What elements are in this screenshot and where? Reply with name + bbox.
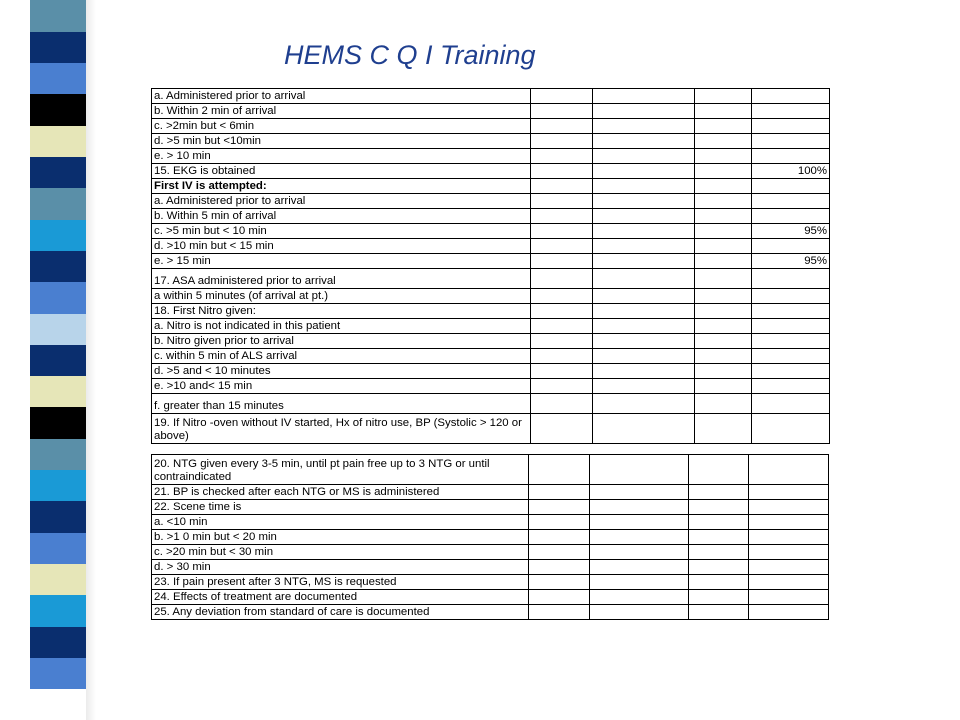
blank-cell — [593, 164, 695, 179]
percentage-cell — [749, 515, 829, 530]
blank-cell — [529, 560, 590, 575]
blank-cell — [529, 590, 590, 605]
blank-cell — [593, 334, 695, 349]
blank-cell — [695, 149, 752, 164]
blank-cell — [529, 515, 590, 530]
table-row — [152, 319, 830, 334]
blank-cell — [593, 194, 695, 209]
upper-checklist-table — [151, 88, 830, 444]
slide-title: HEMS C Q I Training — [284, 40, 536, 70]
blank-cell — [529, 530, 590, 545]
blank-cell — [529, 500, 590, 515]
blank-cell — [689, 590, 749, 605]
table-row — [152, 224, 830, 239]
blank-cell — [695, 254, 752, 269]
stripe-band — [30, 438, 86, 470]
blank-cell — [593, 349, 695, 364]
percentage-cell — [749, 530, 829, 545]
table-row — [152, 560, 829, 575]
percentage-cell — [752, 364, 830, 379]
stripe-band — [30, 157, 86, 189]
blank-cell — [531, 224, 593, 239]
row-label: 17. ASA administered prior to arrival — [152, 269, 531, 289]
blank-cell — [695, 364, 752, 379]
blank-cell — [593, 289, 695, 304]
blank-cell — [529, 545, 590, 560]
blank-cell — [531, 289, 593, 304]
table-row — [152, 239, 830, 254]
row-label: c. >5 min but < 10 min — [152, 224, 531, 239]
table-row — [152, 530, 829, 545]
blank-cell — [593, 224, 695, 239]
row-label: 22. Scene time is — [152, 500, 529, 515]
row-label: 18. First Nitro given: — [152, 304, 531, 319]
stripe-band — [30, 626, 86, 658]
table-row — [152, 104, 830, 119]
blank-cell — [529, 605, 590, 620]
blank-cell — [695, 319, 752, 334]
row-label: e. > 10 min — [152, 149, 531, 164]
blank-cell — [695, 349, 752, 364]
stripe-band — [30, 0, 86, 32]
table-row — [152, 89, 830, 104]
percentage-cell — [749, 485, 829, 500]
table-row — [152, 179, 830, 194]
row-label: e. > 15 min — [152, 254, 531, 269]
table-row — [152, 289, 830, 304]
table-row — [152, 455, 829, 485]
table-row — [152, 590, 829, 605]
blank-cell — [695, 239, 752, 254]
stripe-band — [30, 657, 86, 689]
blank-cell — [590, 575, 689, 590]
blank-cell — [590, 500, 689, 515]
blank-cell — [531, 209, 593, 224]
row-label: a. Nitro is not indicated in this patient — [152, 319, 531, 334]
blank-cell — [531, 239, 593, 254]
stripe-band — [30, 376, 86, 408]
stripe-band — [30, 63, 86, 95]
blank-cell — [531, 194, 593, 209]
stripe-band — [30, 470, 86, 502]
blank-cell — [695, 119, 752, 134]
blank-cell — [593, 209, 695, 224]
blank-cell — [529, 455, 590, 485]
blank-cell — [593, 119, 695, 134]
blank-cell — [689, 605, 749, 620]
blank-cell — [531, 119, 593, 134]
row-label: c. >2min but < 6min — [152, 119, 531, 134]
blank-cell — [593, 364, 695, 379]
blank-cell — [695, 334, 752, 349]
blank-cell — [590, 485, 689, 500]
percentage-cell — [752, 379, 830, 394]
table-row — [152, 254, 830, 269]
row-label: d. >5 and < 10 minutes — [152, 364, 531, 379]
blank-cell — [531, 414, 593, 444]
blank-cell — [593, 149, 695, 164]
blank-cell — [531, 269, 593, 289]
stripe-band — [30, 344, 86, 376]
percentage-cell — [749, 455, 829, 485]
stripe-band — [30, 532, 86, 564]
blank-cell — [590, 560, 689, 575]
table-row — [152, 149, 830, 164]
table-row — [152, 379, 830, 394]
percentage-cell — [749, 605, 829, 620]
table-row — [152, 119, 830, 134]
blank-cell — [689, 575, 749, 590]
blank-cell — [695, 379, 752, 394]
table-row — [152, 209, 830, 224]
decorative-stripe-bar — [0, 0, 108, 720]
blank-cell — [593, 414, 695, 444]
row-label: a. Administered prior to arrival — [152, 194, 531, 209]
blank-cell — [531, 89, 593, 104]
percentage-cell — [749, 560, 829, 575]
row-label: c. within 5 min of ALS arrival — [152, 349, 531, 364]
blank-cell — [531, 319, 593, 334]
blank-cell — [593, 104, 695, 119]
row-label: f. greater than 15 minutes — [152, 394, 531, 414]
blank-cell — [590, 515, 689, 530]
blank-cell — [531, 364, 593, 379]
table-row — [152, 515, 829, 530]
stripe-band — [30, 282, 86, 314]
table-row — [152, 394, 830, 414]
stripe-band — [30, 188, 86, 220]
blank-cell — [531, 334, 593, 349]
lower-checklist-table — [151, 454, 829, 620]
stripe-band — [30, 219, 86, 251]
blank-cell — [531, 104, 593, 119]
row-label: 15. EKG is obtained — [152, 164, 531, 179]
stripe-band — [30, 31, 86, 63]
blank-cell — [531, 254, 593, 269]
blank-cell — [695, 164, 752, 179]
blank-cell — [695, 289, 752, 304]
stripe-band — [30, 94, 86, 126]
percentage-cell — [752, 304, 830, 319]
row-label: 23. If pain present after 3 NTG, MS is requested — [152, 575, 529, 590]
percentage-cell — [752, 89, 830, 104]
blank-cell — [531, 394, 593, 414]
blank-cell — [593, 269, 695, 289]
blank-cell — [593, 379, 695, 394]
stripe-band — [30, 595, 86, 627]
blank-cell — [689, 485, 749, 500]
table-row — [152, 349, 830, 364]
percentage-cell — [752, 269, 830, 289]
blank-cell — [695, 209, 752, 224]
blank-cell — [695, 179, 752, 194]
table-row — [152, 575, 829, 590]
stripe-band — [30, 313, 86, 345]
blank-cell — [689, 560, 749, 575]
percentage-cell — [752, 289, 830, 304]
blank-cell — [593, 254, 695, 269]
stripe-band — [30, 250, 86, 282]
row-label: c. >20 min but < 30 min — [152, 545, 529, 560]
stripe-band — [30, 501, 86, 533]
percentage-cell — [752, 149, 830, 164]
blank-cell — [695, 304, 752, 319]
blank-cell — [593, 394, 695, 414]
blank-cell — [695, 394, 752, 414]
percentage-cell — [749, 590, 829, 605]
percentage-cell: 95% — [752, 224, 830, 239]
blank-cell — [593, 304, 695, 319]
blank-cell — [593, 319, 695, 334]
table-row — [152, 194, 830, 209]
row-label: a within 5 minutes (of arrival at pt.) — [152, 289, 531, 304]
blank-cell — [531, 349, 593, 364]
blank-cell — [593, 134, 695, 149]
blank-cell — [590, 455, 689, 485]
blank-cell — [529, 575, 590, 590]
blank-cell — [531, 149, 593, 164]
blank-cell — [529, 485, 590, 500]
blank-cell — [695, 134, 752, 149]
blank-cell — [689, 455, 749, 485]
row-label: b. >1 0 min but < 20 min — [152, 530, 529, 545]
blank-cell — [531, 304, 593, 319]
percentage-cell — [749, 575, 829, 590]
blank-cell — [593, 89, 695, 104]
blank-cell — [695, 224, 752, 239]
blank-cell — [689, 545, 749, 560]
percentage-cell — [752, 394, 830, 414]
blank-cell — [695, 194, 752, 209]
row-label: b. Nitro given prior to arrival — [152, 334, 531, 349]
percentage-cell: 100% — [752, 164, 830, 179]
row-label: 20. NTG given every 3-5 min, until pt pain free up to 3 NTG or until contraindicated — [152, 455, 529, 485]
blank-cell — [689, 530, 749, 545]
blank-cell — [590, 605, 689, 620]
row-label: 25. Any deviation from standard of care is documented — [152, 605, 529, 620]
blank-cell — [695, 104, 752, 119]
table-row — [152, 269, 830, 289]
table-row — [152, 605, 829, 620]
percentage-cell — [752, 349, 830, 364]
percentage-cell — [752, 194, 830, 209]
percentage-cell — [752, 414, 830, 444]
percentage-cell — [752, 104, 830, 119]
blank-cell — [593, 239, 695, 254]
row-label: b. Within 5 min of arrival — [152, 209, 531, 224]
table-row — [152, 134, 830, 149]
percentage-cell — [752, 319, 830, 334]
percentage-cell — [752, 134, 830, 149]
row-label: d. >10 min but < 15 min — [152, 239, 531, 254]
table-row — [152, 364, 830, 379]
blank-cell — [590, 545, 689, 560]
percentage-cell — [752, 209, 830, 224]
blank-cell — [695, 414, 752, 444]
stripe-shadow — [86, 0, 96, 720]
table-row — [152, 500, 829, 515]
blank-cell — [590, 530, 689, 545]
row-label: a. <10 min — [152, 515, 529, 530]
row-label: b. Within 2 min of arrival — [152, 104, 531, 119]
row-label: d. > 30 min — [152, 560, 529, 575]
percentage-cell — [752, 239, 830, 254]
row-label: a. Administered prior to arrival — [152, 89, 531, 104]
blank-cell — [689, 515, 749, 530]
row-label: 24. Effects of treatment are documented — [152, 590, 529, 605]
blank-cell — [531, 134, 593, 149]
stripe-band — [30, 563, 86, 595]
blank-cell — [590, 590, 689, 605]
row-label: d. >5 min but <10min — [152, 134, 531, 149]
stripe-band — [30, 125, 86, 157]
row-label: e. >10 and< 15 min — [152, 379, 531, 394]
row-label: First IV is attempted: — [152, 179, 531, 194]
blank-cell — [593, 179, 695, 194]
table-row — [152, 304, 830, 319]
table-row — [152, 414, 830, 444]
percentage-cell: 95% — [752, 254, 830, 269]
blank-cell — [695, 269, 752, 289]
stripe-band — [30, 689, 86, 720]
table-row — [152, 545, 829, 560]
row-label: 21. BP is checked after each NTG or MS is administered — [152, 485, 529, 500]
stripe-band — [30, 407, 86, 439]
table-row — [152, 334, 830, 349]
percentage-cell — [752, 179, 830, 194]
blank-cell — [695, 89, 752, 104]
blank-cell — [531, 379, 593, 394]
blank-cell — [531, 179, 593, 194]
percentage-cell — [749, 545, 829, 560]
percentage-cell — [749, 500, 829, 515]
percentage-cell — [752, 119, 830, 134]
table-row — [152, 485, 829, 500]
row-label: 19. If Nitro -oven without IV started, Hx of nitro use, BP (Systolic > 120 or above) — [152, 414, 531, 444]
percentage-cell — [752, 334, 830, 349]
blank-cell — [689, 500, 749, 515]
table-row — [152, 164, 830, 179]
blank-cell — [531, 164, 593, 179]
